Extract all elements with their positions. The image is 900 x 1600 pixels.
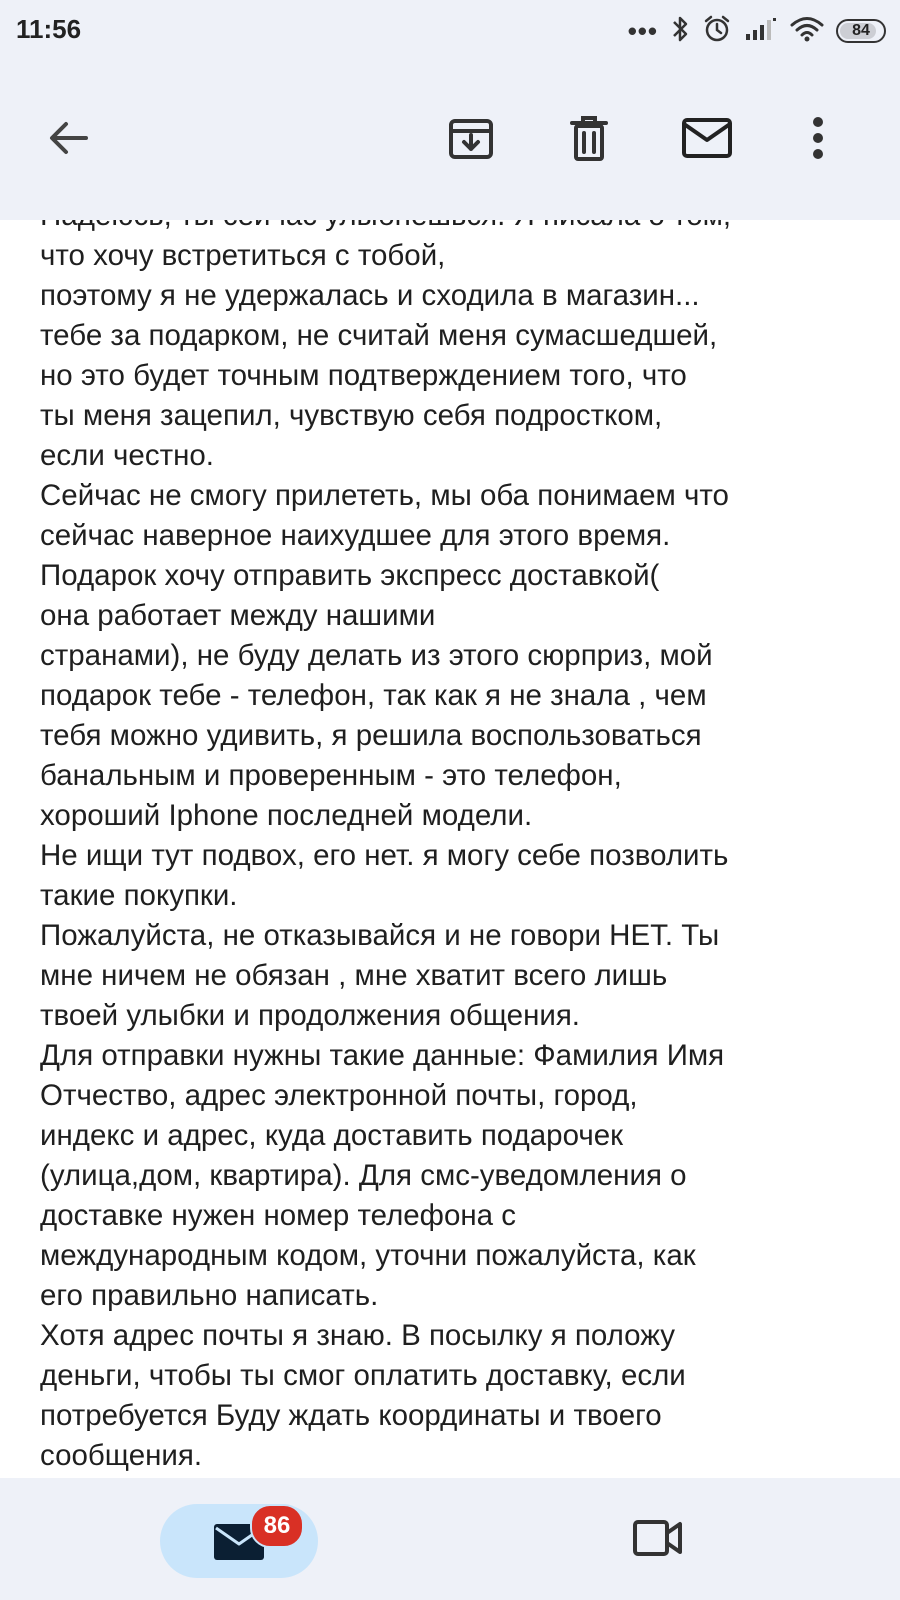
email-line: подарок тебе - телефон, так как я не знала , чем [40,679,707,712]
cellular-signal-icon [744,16,778,47]
email-line: но это будет точным подтверждением того, что [40,359,687,392]
email-line: (улица,дом, квартира). Для смс-уведомления о [40,1159,687,1192]
mail-tab[interactable] [160,1504,318,1578]
bluetooth-icon [670,14,690,49]
bottom-navigation [0,1478,900,1600]
email-line: сейчас наверное наихудшее для этого время. [40,519,671,552]
email-line: твоей улыбки и продолжения общения. [40,999,581,1032]
email-line: его правильно написать. [40,1279,379,1312]
email-line: Подарок хочу отправить экспресс доставкой( [40,559,660,592]
email-line: если честно. [40,439,214,472]
email-line: Отчество, адрес электронной почты, город, [40,1079,638,1112]
back-button[interactable] [40,112,96,168]
alarm-icon [702,14,732,49]
email-line: международным кодом, уточни пожалуйста, как [40,1239,696,1272]
wifi-icon [790,15,824,48]
arrow-left-icon [46,116,90,165]
more-options-button[interactable] [790,112,846,168]
more-vert-icon [811,116,825,165]
battery-indicator [836,19,886,43]
mail-icon [681,117,733,164]
email-line: Для отправки нужны такие данные: Фамилия Имя [40,1039,725,1072]
email-line: странами), не буду делать из этого сюрприз, мой [40,639,713,672]
status-icons [628,14,886,48]
more-notifications-dots: ••• [627,16,658,46]
message-toolbar [0,100,900,180]
meet-tab[interactable] [630,1512,686,1568]
email-line: доставке нужен номер телефона с [40,1199,517,1232]
email-line: тебя можно удивить, я решила воспользоваться [40,719,702,752]
email-line: деньги, чтобы ты смог оплатить доставку, если [40,1359,686,1392]
email-line: поэтому я не удержалась и сходила в магазин... [40,279,700,312]
email-line: тебе за подарком, не считай меня сумасшедшей, [40,319,718,352]
email-line: она работает между нашими [40,599,436,632]
video-camera-icon [632,1518,684,1563]
email-message-text [0,196,860,1476]
email-line: Пожалуйста, не отказывайся и не говори НЕТ. Ты [40,919,720,952]
status-bar [0,0,900,62]
email-line: ты меня зацепил, чувствую себя подростком, [40,399,663,432]
email-line: банальным и проверенным - это телефон, [40,759,622,792]
email-line: хороший Iphone последней модели. [40,799,533,832]
email-line: такие покупки. [40,879,238,912]
mark-unread-button[interactable] [679,112,735,168]
status-time: 11:56 [16,14,82,44]
top-app-bar [0,0,900,220]
unread-count-badge: 86 [250,1504,304,1548]
email-body [0,196,900,1478]
email-line: Сейчас не смогу прилететь, мы оба понимаем что [40,479,729,512]
email-line: мне ничем не обязан , мне хватит всего лишь [40,959,668,992]
archive-icon [447,115,495,166]
delete-button[interactable] [561,112,617,168]
email-line: сообщения. [40,1439,203,1472]
email-line: Не ищи тут подвох, его нет. я могу себе позволить [40,839,729,872]
trash-icon [568,114,610,167]
email-line: потребуется Буду ждать координаты и твоего [40,1399,662,1432]
archive-button[interactable] [443,112,499,168]
email-line: что хочу встретиться с тобой, [40,239,446,272]
email-line: Хотя адрес почты я знаю. В посылку я положу [40,1319,676,1352]
battery-level: 84 [852,22,870,39]
email-line: индекс и адрес, куда доставить подарочек [40,1119,624,1152]
